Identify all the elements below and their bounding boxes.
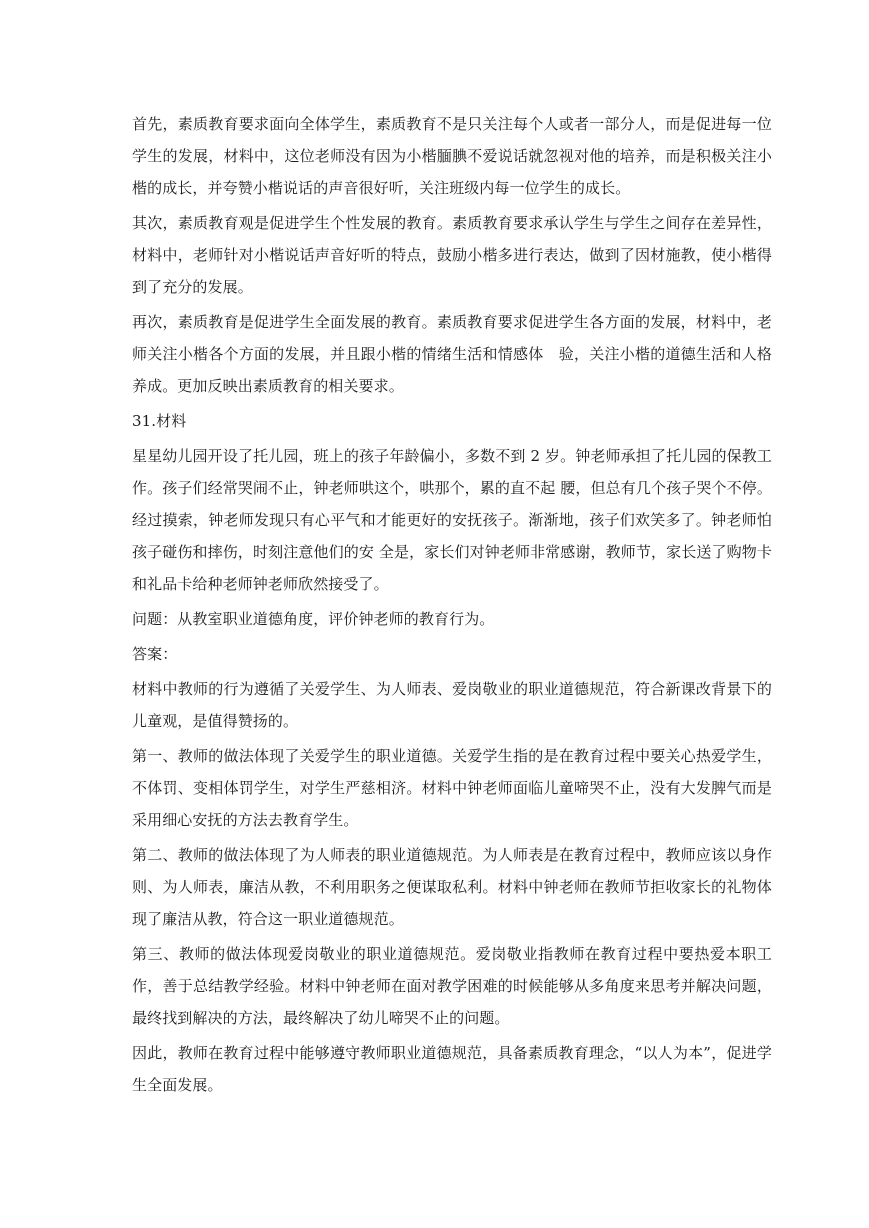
material-paragraph: 星星幼儿园开设了托儿园，班上的孩子年龄偏小，多数不到 2 岁。钟老师承担了托儿园的保教工作。孩子们经常哭闹不止，钟老师哄这个，哄那个，累的直不起 腰，但总有几个孩子哭个不停。经过摸索，钟老师发现只有心平气和才能更好的安抚孩子。渐渐地，孩子们欢笑多了。钟老师怕孩子碰伤和摔伤，时刻注意他们的安 全是，家长们对钟老师非常感谢，教师节，家长送了购物卡和礼品卡给种老师钟老师欣然接受了。 xyxy=(132,447,772,593)
question-paragraph: 问题：从教室职业道德角度，评价钟老师的教育行为。 xyxy=(132,610,495,628)
answer-point-two: 第二、教师的做法体现了为人师表的职业道德规范。为人师表是在教育过程中，教师应该以身作则、为人师表，廉洁从教，不利用职务之便谋取私利。材料中钟老师在教师节拒收家长的礼物体现了廉洁从教，符合这一职业道德规范。 xyxy=(132,846,772,928)
answer-conclusion: 因此，教师在教育过程中能够遵守教师职业道德规范，具备素质教育理念，“以人为本”，促进学生全面发展。 xyxy=(132,1044,772,1094)
paragraph-first-point: 首先，素质教育要求面向全体学生，素质教育不是只关注每个人或者一部分人，而是促进每一位学生的发展，材料中，这位老师没有因为小楷腼腆不爱说话就忽视对他的培养，而是积极关注小楷的成长，并夸赞小楷说话的声音很好听，关注班级内每一位学生的成长。 xyxy=(132,115,772,197)
question-number-heading: 31.材料 xyxy=(132,412,187,430)
answer-label: 答案： xyxy=(132,645,178,663)
paragraph-second-point: 其次，素质教育观是促进学生个性发展的教育。素质教育要求承认学生与学生之间存在差异性，材料中，老师针对小楷说话声音好听的特点，鼓励小楷多进行表达，做到了因材施教，使小楷得到了充分的发展。 xyxy=(132,214,772,296)
paragraph-third-point: 再次，素质教育是促进学生全面发展的教育。素质教育要求促进学生各方面的发展，材料中，老师关注小楷各个方面的发展，并且跟小楷的情绪生活和情感体 验，关注小楷的道德生活和人格养成。更加反映出素质教育的相关要求。 xyxy=(132,313,772,395)
document-body xyxy=(132,108,772,1104)
answer-point-three: 第三、教师的做法体现爱岗敬业的职业道德规范。爱岗敬业指教师在教育过程中要热爱本职工作，善于总结教学经验。材料中钟老师在面对教学困难的时候能够从多角度来思考并解决问题，最终找到解决的方法，最终解决了幼儿啼哭不止的问题。 xyxy=(132,945,772,1027)
answer-summary-paragraph: 材料中教师的行为遵循了关爱学生、为人师表、爱岗敬业的职业道德规范，符合新课改背景下的儿童观，是值得赞扬的。 xyxy=(132,680,772,730)
answer-point-one: 第一、教师的做法体现了关爱学生的职业道德。关爱学生指的是在教育过程中要关心热爱学生，不体罚、变相体罚学生，对学生严慈相济。材料中钟老师面临儿童啼哭不止，没有大发脾气而是采用细心安抚的方法去教育学生。 xyxy=(132,747,772,829)
